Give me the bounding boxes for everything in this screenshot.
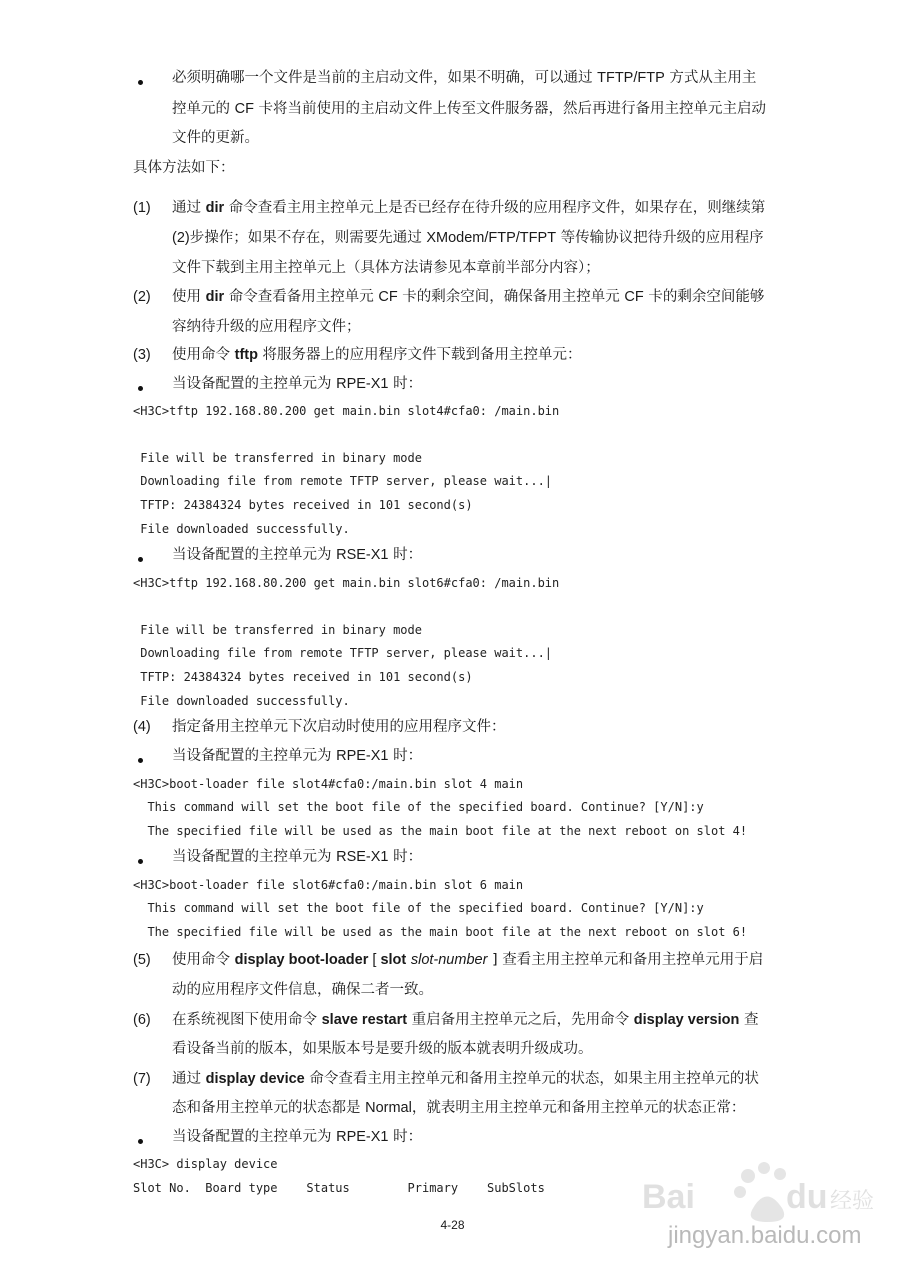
- code-line: File downloaded successfully.: [133, 522, 350, 536]
- watermark-url: jingyan.baidu.com: [668, 1222, 862, 1249]
- paragraph-line: 看设备当前的版本，如果版本号是要升级的版本就表明升级成功。: [172, 1041, 593, 1057]
- step-number: (5): [133, 952, 151, 968]
- paragraph-line: 当设备配置的主控单元为 RSE-X1 时：: [172, 547, 423, 563]
- paragraph-line: 文件下载到主用主控单元上（具体方法请参见本章前半部分内容）；: [172, 260, 600, 276]
- code-line: <H3C>tftp 192.168.80.200 get main.bin slot6#cfa0: /main.bin: [133, 576, 560, 590]
- code-line: File will be transferred in binary mode: [133, 451, 422, 465]
- step-number: (3): [133, 347, 151, 363]
- code-line: Downloading file from remote TFTP server, please wait...|: [133, 474, 553, 488]
- paragraph-line: 当设备配置的主控单元为 RPE-X1 时：: [172, 1129, 423, 1145]
- step-number: (1): [133, 200, 151, 216]
- code-line: <H3C> display device: [133, 1157, 278, 1171]
- code-line: <H3C>boot-loader file slot6#cfa0:/main.bin slot 6 main: [133, 878, 524, 892]
- bullet: [138, 80, 143, 85]
- paragraph-line: 使用 dir 命令查看备用主控单元 CF 卡的剩余空间，确保备用主控单元 CF 卡的剩余空间能够: [172, 289, 765, 305]
- paragraph-line: 文件的更新。: [172, 130, 259, 146]
- paragraph-line: 使用命令 display boot-loader [ slot slot-number ] 查看主用主控单元和备用主控单元用于启: [172, 952, 764, 968]
- code-line: TFTP: 24384324 bytes received in 101 second(s): [133, 498, 473, 512]
- bullet: [138, 557, 143, 562]
- bullet: [138, 859, 143, 864]
- paragraph-line: (2)步操作；如果不存在，则需要先通过 XModem/FTP/TFPT 等传输协议把待升级的应用程序: [172, 230, 764, 246]
- code-line: This command will set the boot file of the specified board. Continue? [Y/N]:y: [133, 800, 704, 814]
- code-line: The specified file will be used as the main boot file at the next reboot on slot 4!: [133, 824, 748, 838]
- paragraph-line: 必须明确哪一个文件是当前的主启动文件，如果不明确，可以通过 TFTP/FTP 方式从主用主: [172, 70, 757, 86]
- code-line: File downloaded successfully.: [133, 694, 350, 708]
- svg-text:经验: 经验: [830, 1189, 875, 1214]
- code-line: TFTP: 24384324 bytes received in 101 second(s): [133, 670, 473, 684]
- page-number: 4-28: [440, 1218, 465, 1232]
- paragraph-line: 态和备用主控单元的状态都是 Normal，就表明主用主控单元和备用主控单元的状态正常：: [172, 1100, 746, 1116]
- step-number: (6): [133, 1012, 151, 1028]
- paragraph-line: 指定备用主控单元下次启动时使用的应用程序文件：: [172, 719, 506, 735]
- baidu-watermark-logo: [640, 1150, 880, 1270]
- code-line: Slot No. Board type Status Primary SubSlots: [133, 1181, 545, 1195]
- code-line: The specified file will be used as the main boot file at the next reboot on slot 6!: [133, 925, 748, 939]
- step-number: (2): [133, 289, 151, 305]
- paragraph-line: 使用命令 tftp 将服务器上的应用程序文件下载到备用主控单元：: [172, 347, 582, 363]
- paragraph-line: 动的应用程序文件信息，确保二者一致。: [172, 982, 433, 998]
- bullet: [138, 386, 143, 391]
- paragraph-line: 通过 dir 命令查看主用主控单元上是否已经存在待升级的应用程序文件，如果存在，则继续第: [172, 200, 766, 216]
- code-line: <H3C>boot-loader file slot4#cfa0:/main.bin slot 4 main: [133, 777, 524, 791]
- code-line: File will be transferred in binary mode: [133, 623, 422, 637]
- bullet: [138, 1139, 143, 1144]
- code-line: Downloading file from remote TFTP server, please wait...|: [133, 646, 553, 660]
- paragraph-line: 当设备配置的主控单元为 RSE-X1 时：: [172, 849, 423, 865]
- paragraph-line: 当设备配置的主控单元为 RPE-X1 时：: [172, 376, 423, 392]
- section-intro: 具体方法如下：: [133, 160, 235, 176]
- code-line: This command will set the boot file of the specified board. Continue? [Y/N]:y: [133, 901, 704, 915]
- paragraph-line: 控单元的 CF 卡将当前使用的主启动文件上传至文件服务器，然后再进行备用主控单元主启动: [172, 101, 767, 117]
- paragraph-line: 通过 display device 命令查看主用主控单元和备用主控单元的状态，如果主用主控单元的状: [172, 1071, 759, 1087]
- paragraph-line: 容纳待升级的应用程序文件；: [172, 319, 361, 335]
- paragraph-line: 当设备配置的主控单元为 RPE-X1 时：: [172, 748, 423, 764]
- code-line: <H3C>tftp 192.168.80.200 get main.bin slot4#cfa0: /main.bin: [133, 404, 560, 418]
- bullet: [138, 758, 143, 763]
- step-number: (4): [133, 719, 151, 735]
- paragraph-line: 在系统视图下使用命令 slave restart 重启备用主控单元之后，先用命令 display version 查: [172, 1012, 759, 1028]
- step-number: (7): [133, 1071, 151, 1087]
- svg-text:Bai: Bai: [642, 1178, 695, 1216]
- svg-text:du: du: [786, 1178, 828, 1216]
